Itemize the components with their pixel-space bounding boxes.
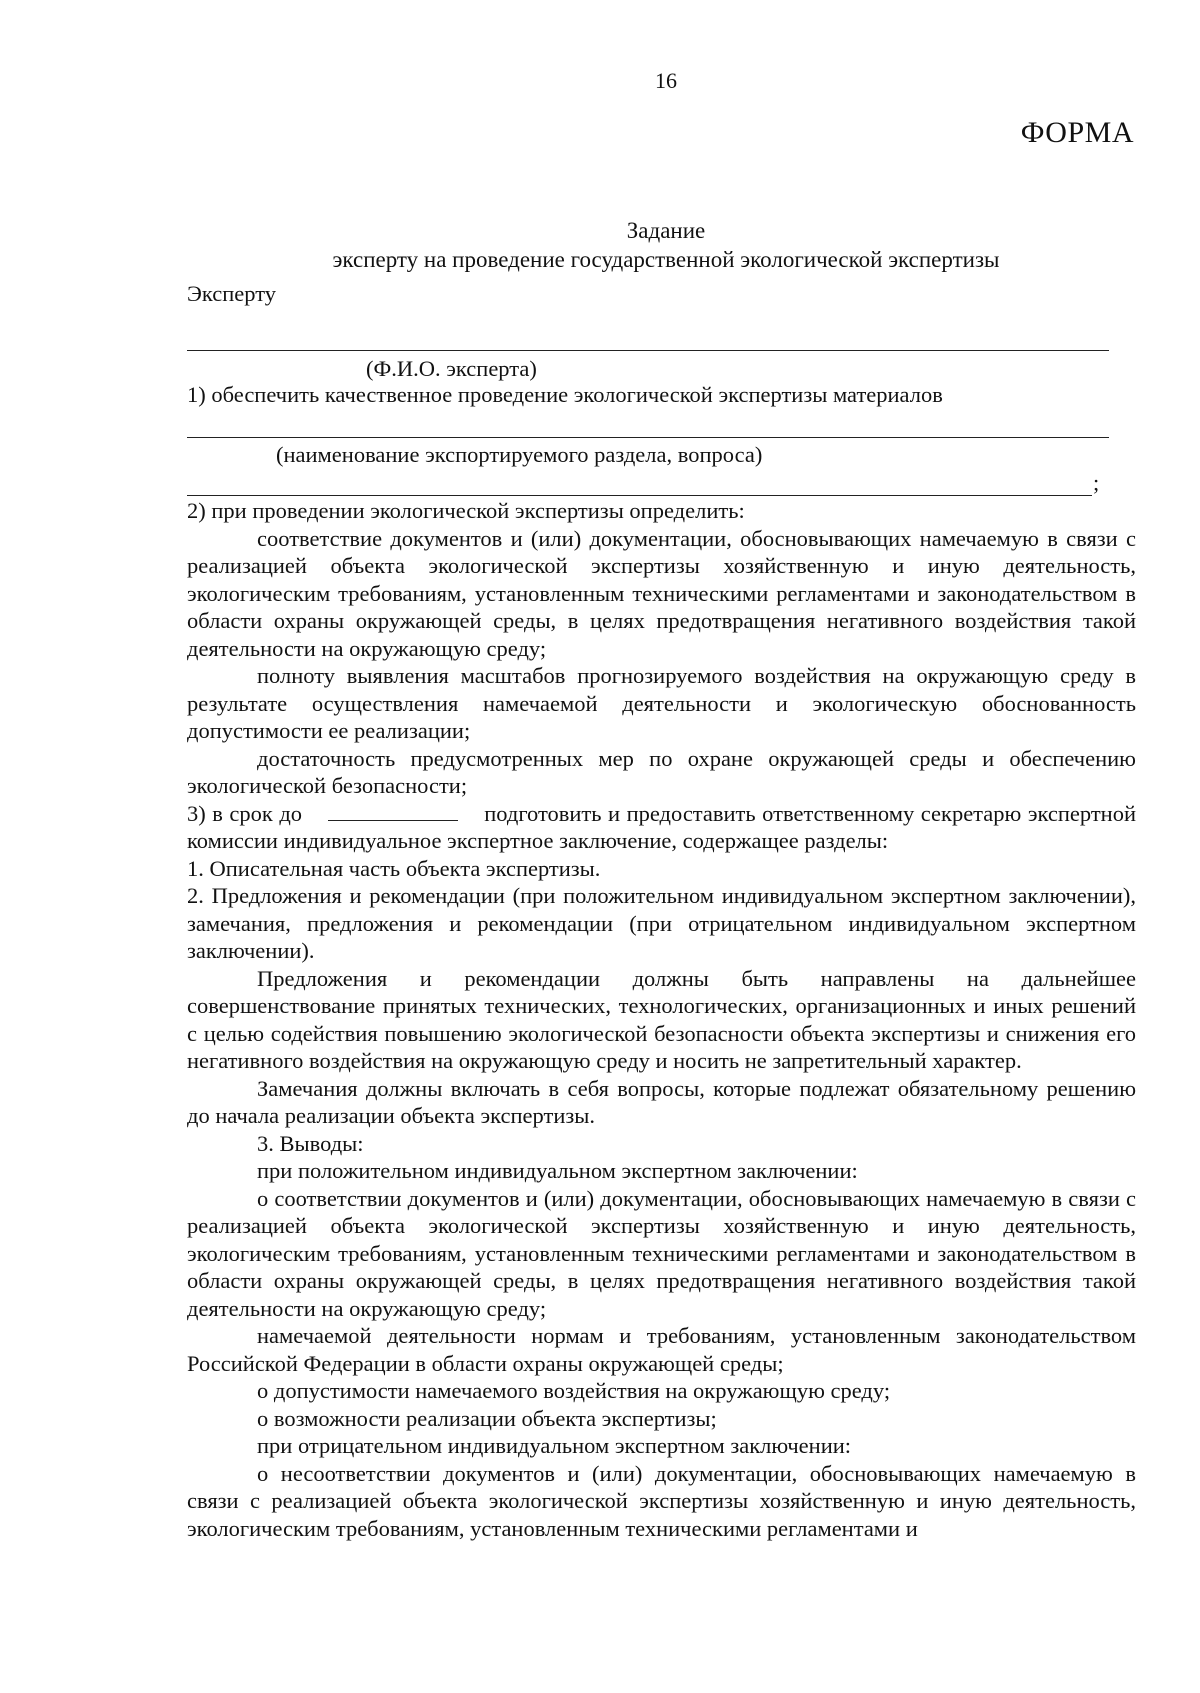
- paragraph-proposals: Предложения и рекомендации должны быть направлены на дальнейшее совершенствование принятых технических, технологических, организационных и иных решений с целью содействия повышению экологической безопасности объекта экспертизы и снижения его негативного воздействия на окружающую среду и носить не запретительный характер.: [187, 965, 1136, 1073]
- paragraph-positive-heading: при положительном индивидуальном экспертном заключении:: [257, 1158, 858, 1183]
- paragraph-negative-heading: при отрицательном индивидуальном экспертном заключении:: [257, 1433, 852, 1458]
- paragraph-negative-nonconformity: о несоответствии документов и (или) документации, обосновывающих намечаемую в связи с реализацией объекта экологической экспертизы хозяйственную и иную деятельность, экологическим требованиям, установленным техническими регламентами и: [187, 1460, 1136, 1541]
- paragraph-positive-possibility: о возможности реализации объекта экспертизы;: [257, 1405, 717, 1431]
- section-2: 2. Предложения и рекомендации (при положительном индивидуальном экспертном заключении), замечания, предложения и рекомендации (при отрицательном индивидуальном экспертном заключении).: [187, 883, 1136, 963]
- section-1: 1. Описательная часть объекта экспертизы.: [187, 855, 601, 881]
- deadline-blank[interactable]: [328, 802, 458, 821]
- paragraph-positive-norms: намечаемой деятельности нормам и требованиям, установленным законодательством Российской Федерации в области охраны окружающей среды;: [187, 1323, 1136, 1376]
- document-body: [187, 497, 1136, 1542]
- document-title: Задание: [626, 218, 706, 243]
- document-subtitle: эксперту на проведение государственной экологической экспертизы: [332, 247, 1000, 272]
- page-number: 16: [655, 68, 677, 93]
- paragraph-completeness: полноту выявления масштабов прогнозируемого воздействия на окружающую среду в результате осуществления намечаемой деятельности и экологическую обоснованность допустимости ее реализации;: [187, 663, 1136, 743]
- paragraph-conformity: соответствие документов и (или) документации, обосновывающих намечаемую в связи с реализацией объекта экологической экспертизы хозяйственную и иную деятельность, экологическим требованиям, установленным техническими регламентами и законодательством в области охраны окружающей среды, в целях предотвращения негативного воздействия такой деятельности на окружающую среду;: [187, 525, 1136, 661]
- section-name-line[interactable]: [187, 437, 1109, 438]
- expert-name-line[interactable]: [187, 350, 1109, 351]
- expert-name-caption: (Ф.И.О. эксперта): [366, 356, 537, 381]
- item-3-start: 3) в срок до: [187, 800, 303, 826]
- paragraph-remarks: Замечания должны включать в себя вопросы, которые подлежат обязательному решению до начала реализации объекта экспертизы.: [187, 1075, 1136, 1128]
- section-name-line-2[interactable]: [187, 495, 1092, 496]
- section-3: 3. Выводы:: [257, 1130, 364, 1156]
- item-3: [187, 800, 1136, 855]
- item-2: 2) при проведении экологической экспертизы определить:: [187, 498, 745, 523]
- item-1: 1) обеспечить качественное проведение экологической экспертизы материалов: [187, 382, 943, 407]
- paragraph-sufficiency: достаточность предусмотренных мер по охране окружающей среды и обеспечению экологической безопасности;: [187, 745, 1136, 798]
- item-3-end: подготовить и предоставить ответственному секретарю экспертной комиссии индивидуальное экспертное заключение, содержащее разделы:: [187, 800, 1137, 853]
- section-caption: (наименование экспортируемого раздела, вопроса): [276, 442, 763, 467]
- addressee-label: Эксперту: [187, 281, 276, 306]
- paragraph-positive-admissibility: о допустимости намечаемого воздействия на окружающую среду;: [257, 1378, 891, 1403]
- semicolon: ;: [1093, 470, 1100, 495]
- form-label: ФОРМА: [1020, 116, 1134, 149]
- paragraph-positive-conformity: о соответствии документов и (или) документации, обосновывающих намечаемую в связи с реализацией объекта экологической экспертизы хозяйственную и иную деятельность, экологическим требованиям, установленным техническими регламентами и законодательством в области охраны окружающей среды, в целях предотвращения негативного воздействия такой деятельности на окружающую среду;: [187, 1185, 1136, 1321]
